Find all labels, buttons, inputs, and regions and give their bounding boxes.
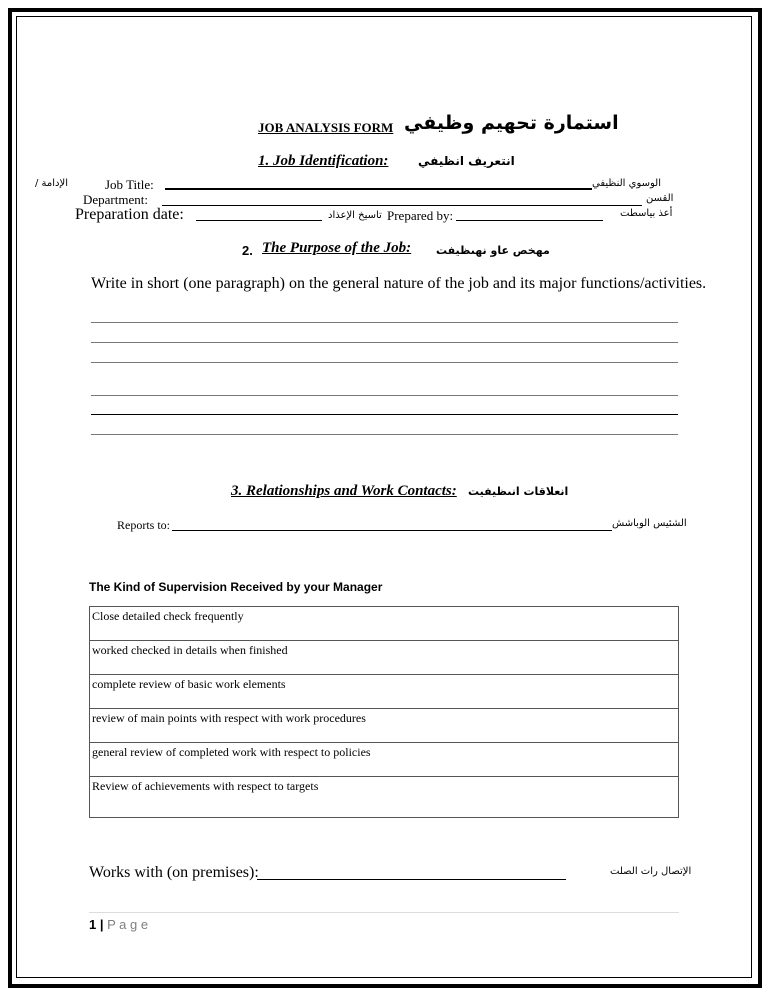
section-2-heading: The Purpose of the Job: [262,240,412,256]
department-field[interactable] [162,205,642,206]
prepared-by-arabic: أعذ بياسطت [620,208,673,219]
footer-separator: | [99,917,104,932]
page-footer [89,917,148,932]
section-3-heading: 3. Relationships and Work Contacts: [231,483,457,499]
section-3-heading-arabic: انعلاقات انىظيفيت [468,485,569,498]
preparation-date-field[interactable] [196,220,322,221]
form-title: JOB ANALYSIS FORM [258,120,394,135]
table-row[interactable] [90,607,679,641]
purpose-line[interactable] [91,434,678,435]
footer-divider [89,912,679,913]
supervision-option[interactable]: Review of achievements with respect to targets [90,777,679,818]
job-title-field[interactable] [165,188,592,190]
purpose-line[interactable] [91,362,678,363]
purpose-line[interactable] [91,414,678,415]
section-2-number: 2. [242,243,253,258]
reports-to-arabic: الشئيس الوباشش [612,518,687,529]
job-title-arabic-label: الوسوي النظيفي [592,178,661,189]
prepared-by-label: Prepared by: [387,208,454,223]
reports-to-field[interactable] [172,530,612,531]
department-arabic-label: القسن [646,193,674,204]
section-1-heading: 1. Job Identification: [258,153,389,169]
purpose-line[interactable] [91,395,678,396]
table-row[interactable] [90,743,679,777]
purpose-line[interactable] [91,342,678,343]
supervision-table [89,606,679,818]
supervision-option[interactable]: worked checked in details when finished [90,641,679,675]
table-row[interactable] [90,675,679,709]
purpose-instruction: Write in short (one paragraph) on the general nature of the job and its major functions/activities. [91,275,707,292]
form-title-arabic: استمارة تحهيم وظيفي [404,112,619,134]
department-label: Department: [83,192,148,207]
works-with-label: Works with (on premises): [89,864,259,881]
page-word: P a g e [107,917,149,932]
section-1-heading-arabic: انتعريف انظيفي [418,154,515,168]
table-row[interactable] [90,777,679,818]
page-number: 1 [89,917,97,932]
works-with-field[interactable] [257,879,566,880]
preparation-date-label: Preparation date: [75,206,184,223]
table-row[interactable] [90,709,679,743]
supervision-option[interactable]: complete review of basic work elements [90,675,679,709]
reports-to-label: Reports to: [117,518,170,532]
table-row[interactable] [90,641,679,675]
supervision-heading: The Kind of Supervision Received by your Manager [89,580,383,594]
supervision-option[interactable]: general review of completed work with respect to policies [90,743,679,777]
works-with-arabic: الإتصال رات الصلت [610,866,692,877]
preparation-date-arabic: تاسيخ الإعذاد [328,210,382,221]
purpose-line[interactable] [91,322,678,323]
job-title-label: Job Title: [105,177,154,192]
supervision-option[interactable]: Close detailed check frequently [90,607,679,641]
job-title-arabic-prefix: الإدامة / [35,178,68,189]
supervision-option[interactable]: review of main points with respect with work procedures [90,709,679,743]
section-2-heading-arabic: مهخص عاو نهىظيفت [436,244,550,257]
prepared-by-field[interactable] [456,220,603,221]
